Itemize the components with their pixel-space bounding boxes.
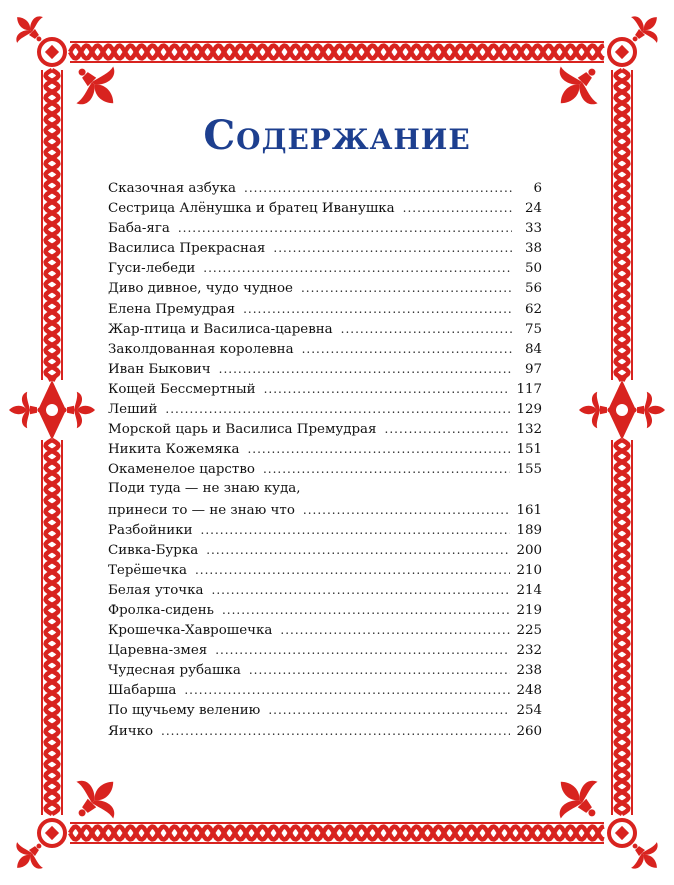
- toc-entry[interactable]: [108, 620, 542, 640]
- toc-entry-title: Елена Премудрая: [108, 301, 236, 317]
- toc-entry-page: 189: [516, 522, 542, 538]
- toc-entry-title: Жар-птица и Василиса-царевна: [108, 321, 333, 337]
- toc-entry-page: 6: [533, 181, 542, 196]
- toc-entry[interactable]: [108, 399, 542, 419]
- toc-entry[interactable]: [108, 278, 542, 298]
- toc-entry-title: Иван Быкович: [108, 361, 211, 377]
- toc-entry[interactable]: [108, 560, 542, 580]
- dot-leader: [203, 258, 512, 278]
- dot-leader: [212, 580, 511, 600]
- toc-entry[interactable]: [108, 319, 542, 339]
- toc-entry-page: 56: [524, 281, 542, 297]
- toc-entry-title: Сказочная азбука: [108, 181, 237, 196]
- toc-entry-page: 151: [516, 442, 542, 458]
- dot-leader: [341, 319, 512, 339]
- toc-entry[interactable]: [108, 660, 542, 680]
- toc-entry-title: Окаменелое царство: [108, 462, 255, 478]
- toc-entry-title: Шабарша: [108, 683, 177, 699]
- toc-entry[interactable]: [108, 258, 542, 278]
- toc-entry-page: 33: [524, 221, 542, 237]
- dot-leader: [403, 198, 512, 218]
- page-title: Содержание: [203, 112, 471, 159]
- dot-leader: [219, 359, 512, 379]
- dot-leader: [244, 178, 512, 198]
- toc-entry-title: Никита Кожемяка: [108, 442, 240, 458]
- toc-entry-title: принеси то — не знаю что: [108, 502, 295, 518]
- toc-entry-title: Кощей Бессмертный: [108, 381, 256, 397]
- toc-entry-page: 254: [516, 703, 542, 719]
- toc-entry-title: Яичко: [108, 723, 154, 739]
- dot-leader: [385, 419, 511, 439]
- toc-entry[interactable]: [108, 379, 542, 399]
- toc-entry[interactable]: [108, 459, 542, 479]
- dot-leader: [165, 399, 510, 419]
- dot-leader: [215, 640, 510, 660]
- toc-entry-title: Терёшечка: [108, 562, 187, 578]
- toc-entry[interactable]: [108, 580, 542, 600]
- dot-leader: [201, 520, 511, 540]
- toc-entry[interactable]: [108, 640, 542, 660]
- toc-entry-page: 50: [524, 261, 542, 277]
- dot-leader: [303, 500, 511, 520]
- toc-entry[interactable]: [108, 218, 542, 238]
- toc-entry-title: Царевна-змея: [108, 643, 208, 659]
- dot-leader: [184, 680, 510, 700]
- dot-leader: [264, 379, 511, 399]
- toc-entry[interactable]: [108, 500, 542, 520]
- dot-leader: [161, 721, 510, 741]
- toc-entry-page: 24: [524, 201, 542, 217]
- toc-entry-page: 260: [516, 723, 542, 739]
- toc-entry-title: По щучьему велению: [108, 703, 261, 719]
- dot-leader: [206, 540, 510, 560]
- toc-entry-page: 232: [516, 643, 542, 659]
- dot-leader: [222, 600, 510, 620]
- toc-entry[interactable]: [108, 419, 542, 439]
- toc-entry-title: Василиса Прекрасная: [108, 241, 266, 257]
- toc-entry-title: Сивка-Бурка: [108, 542, 199, 558]
- toc-entry[interactable]: [108, 520, 542, 540]
- toc-entry-page: 155: [516, 462, 542, 478]
- toc-entry-title: Морской царь и Василиса Премудрая: [108, 422, 377, 438]
- toc-entry[interactable]: [108, 299, 542, 319]
- toc-entry-title: Белая уточка: [108, 582, 204, 598]
- toc-entry[interactable]: [108, 700, 542, 720]
- toc-entry-title: Баба-яга: [108, 221, 170, 237]
- toc-entry-title: Гуси-лебеди: [108, 261, 196, 277]
- dot-leader: [178, 218, 512, 238]
- toc-entry-page: 225: [516, 623, 542, 639]
- toc-entry[interactable]: [108, 439, 542, 459]
- dot-leader: [249, 660, 511, 680]
- toc-entry[interactable]: [108, 479, 542, 499]
- toc-entry[interactable]: [108, 721, 542, 741]
- toc-entry-page: 129: [516, 402, 542, 418]
- toc-entry-title: Поди туда — не знаю куда,: [108, 481, 301, 497]
- toc-entry-page: 248: [516, 683, 542, 699]
- toc-entry-title: Диво дивное, чудо чудное: [108, 281, 293, 297]
- dot-leader: [243, 299, 512, 319]
- toc-entry-title: Леший: [108, 402, 158, 418]
- toc-entry[interactable]: [108, 359, 542, 379]
- toc-entry-page: 200: [516, 542, 542, 558]
- toc-entry-title: Чудесная рубашка: [108, 663, 241, 679]
- toc-entry-page: 75: [524, 321, 542, 337]
- toc-entry[interactable]: [108, 178, 542, 198]
- toc-entry[interactable]: [108, 680, 542, 700]
- toc-entry-page: 210: [516, 562, 542, 578]
- toc-entry-page: 97: [524, 361, 542, 377]
- dot-leader: [263, 459, 510, 479]
- toc-entry-page: 38: [524, 241, 542, 257]
- toc-entry-page: 84: [524, 341, 542, 357]
- toc-entry-page: 132: [516, 422, 542, 438]
- toc-entry[interactable]: [108, 600, 542, 620]
- toc-entry-title: Разбойники: [108, 522, 193, 538]
- dot-leader: [273, 238, 512, 258]
- dot-leader: [280, 620, 510, 640]
- toc-entry-page: 62: [524, 301, 542, 317]
- toc-entry-title: Сестрица Алёнушка и братец Иванушка: [108, 201, 395, 217]
- table-of-contents: [108, 178, 542, 741]
- dot-leader: [301, 278, 512, 298]
- toc-entry-page: 117: [516, 381, 542, 397]
- dot-leader: [195, 560, 511, 580]
- toc-entry-page: 161: [516, 502, 542, 518]
- toc-entry-title: Заколдованная королевна: [108, 341, 294, 357]
- toc-entry[interactable]: [108, 238, 542, 258]
- toc-entry[interactable]: [108, 540, 542, 560]
- toc-entry-title: Фролка-сидень: [108, 602, 214, 618]
- toc-entry-page: 238: [516, 663, 542, 679]
- toc-entry[interactable]: [108, 198, 542, 218]
- toc-entry-title: Крошечка-Хаврошечка: [108, 623, 273, 639]
- dot-leader: [268, 700, 510, 720]
- dot-leader: [247, 439, 510, 459]
- toc-entry-page: 219: [516, 602, 542, 618]
- toc-entry[interactable]: [108, 339, 542, 359]
- toc-entry-page: 214: [516, 582, 542, 598]
- dot-leader: [302, 339, 512, 359]
